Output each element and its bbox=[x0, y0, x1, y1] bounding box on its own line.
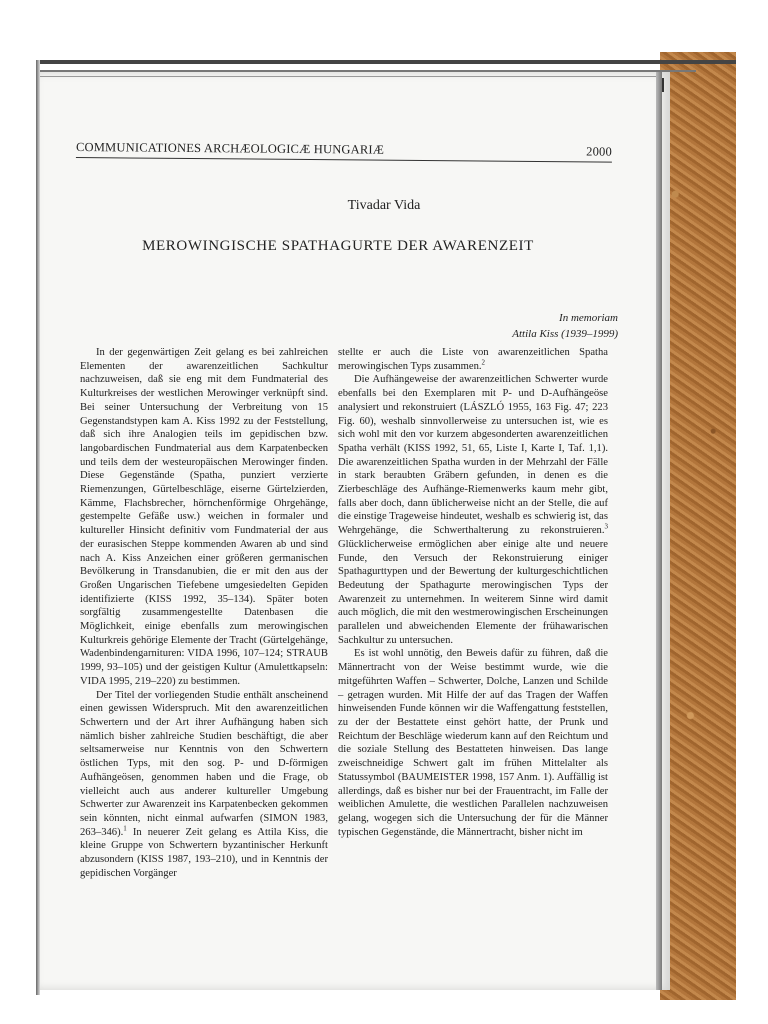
journal-year: 2000 bbox=[586, 144, 613, 159]
dedication bbox=[368, 310, 618, 342]
right-column bbox=[338, 346, 608, 839]
paragraph bbox=[338, 346, 608, 373]
paragraph-text: Der Titel der vorliegenden Studie enthält anscheinend einen gewissen Widerspruch. Mit den awarenzeitlichen Schwertern und der Art ihrer Aufhängung haben sich nämlich bisher zahlreiche Studien beschäftigt, die aber seltsamerweise nur Kenntnis von den Schwertern östlichen Typs, mit den sog. P- und D-förmigen Aufhängeösen, genommen haben und die Frage, ob vielleicht auch aus anderer kultureller Umgebung Schwerter zur Awarenzeit ins Karpatenbecken gekommen sein könnten, nicht einmal aufwarfen (SIMON 1983, 263–346). bbox=[80, 689, 328, 838]
paragraph: Es ist wohl unnötig, den Beweis dafür zu führen, daß die Männertracht von der Weise bestimmt wurde, wie die mitgeführten Waffen – Schwerter, Dolche, Lanzen und Schilde – getragen wurden. Mit Hilfe der auf das Tragen der Waffen hinweisenden Funde können wir die Waffengattung feststellen, zu der der Bestattete einst gehört hatte, der Prunk und Reichtum der Beschläge wiederum kann auf den Reichtum und die soziale Stellung des Bestatteten hinweisen. Das lange zweischneidige Schwert galt im frühen Mittelalter als Statussymbol (BAUMEISTER 1998, 157 Anm. 1). Auffällig ist allerdings, daß es bisher nur bei der Frauentracht, im Falle der weiblichen Amulette, die westlichen Parallelen nachzuweisen gelang, wogegen sich die Untersuchung der für die Männer typischen Gegenstände, die Männertracht, bisher nicht im bbox=[338, 648, 608, 838]
paragraph-text: In neuerer Zeit gelang es Attila Kiss, die kleine Gruppe von Schwertern byzantinischer Herkunft abzusondern (KISS 1987, 193–210), und in Kenntnis der gepidischen Vorgänger bbox=[80, 826, 328, 879]
journal-name: COMMUNICATIONES ARCHÆOLOGICÆ HUNGARIÆ bbox=[75, 140, 385, 157]
page-top-line bbox=[40, 76, 662, 77]
left-column bbox=[80, 346, 328, 880]
scan-edge bbox=[36, 60, 736, 64]
paragraph-text: Glücklicherweise ermöglichen aber einige alte und neuere Funde, den Versuch der Rekonstruierung einiger Spathagurttypen und der Bewertung der kulturgeschichtlichen Bedeutung der Spathagurte merowingischen Typs der Awarenzeit zu unternehmen. In weiterem Sinne wird damit auch möglich, die mit den westmerowingischen Erscheinungen parallelen und abweichenden Elemente der frühawarischen Sachkultur zu untersuchen. bbox=[338, 538, 608, 646]
dedication-line-1: In memoriam bbox=[559, 312, 618, 324]
footnote-marker: 1 bbox=[123, 824, 127, 833]
article-title: MEROWINGISCHE SPATHAGURTE DER AWARENZEIT bbox=[142, 238, 534, 254]
footnote-marker: 3 bbox=[604, 522, 608, 531]
article-author: Tivadar Vida bbox=[347, 198, 421, 213]
footnote-marker: 2 bbox=[481, 358, 486, 367]
paragraph bbox=[80, 689, 328, 881]
paragraph: In der gegenwärtigen Zeit gelang es bei zahlreichen Elementen der awarenzeitlichen Sachkultur nachzuweisen, daß sie eng mit dem Fundmaterial des Kulturkreises der westlichen Merowinger verknüpft sind. Bei seiner Untersuchung der Verbreitung von 15 Gegenstandstypen kam A. Kiss 1992 zu der Feststellung, daß sich ihre Analogien teils im gepidischen bzw. langobardischen Fundmaterial aus dem Karpatenbecken und teils dem der westeuropäischen Merowinger finden. Diese Gegenstände (Spatha, punziert verzierte Riemenzungen, Gürtelbeschläge, eiserne Gürtelzierden, Kämme, Flachsbrecher, hörnchenförmige Ohrgehänge, gestempelte Gefäße usw.) weichen in formaler und kultureller Hinsicht definitiv vom Fundmaterial der aus der eurasischen Steppe kommenden Awaren ab und sind nach A. Kiss Anzeichen einer größeren germanischen Bevölkerung in Transdanubien, die er mit den aus der Großen Ungarischen Tiefebene umgesiedelten Gepiden identifizierte (KISS 1992, 35–134). Später boten sorgfältig zusammengestellte Datenbasen die Möglichkeit, einige ebenfalls zum merowingischen Kulturkreis gehörige Elemente der Tracht (Gürtelgehänge, Wadenbindengarnituren: VIDA 1996, 107–124; STRAUB 1999, 93–105) und der geistigen Kultur (Amulettkapseln: VIDA 1995, 219–220) zu bestimmen. bbox=[80, 347, 328, 687]
paragraph-text: Die Aufhängeweise der awarenzeitlichen Schwerter wurde ebenfalls bei den Exemplaren mit P- und D-Aufhängeöse analysiert und rekonstruiert (LÁSZLÓ 1955, 163 Fig. 47; 223 Fig. 60), weshalb sinnvollerweise zu untersuchen ist, wie es sich wohl mit den vor kurzem abgesonderten awarenzeitlichen Spatha verhält (KISS 1992, 51, 65, Liste I, Karte I, Taf. 1,1). Die awarenzeitlichen Spatha wurden in der Mehrzahl der Fälle in stark beraubten Gräbern gefunden, in denen es die Zierbeschläge des Aufhänge-Riemenwerks kaum mehr gibt, falls aber doch, dann üblicherweise nicht an der Stelle, die auf die einstige Trageweise hindeutet, weshalb es schwierig ist, das Wehrgehänge, die Schwerthalterung zu rekonstruieren. bbox=[338, 374, 608, 537]
dedication-line-2: Attila Kiss (1939–1999) bbox=[512, 328, 618, 340]
cardboard-backing bbox=[660, 52, 736, 1000]
paragraph-text: stellte er auch die Liste von awarenzeitlichen Spatha merowingischen Typs zusammen. bbox=[338, 347, 608, 372]
paragraph bbox=[338, 373, 608, 647]
page-mark bbox=[662, 78, 664, 92]
